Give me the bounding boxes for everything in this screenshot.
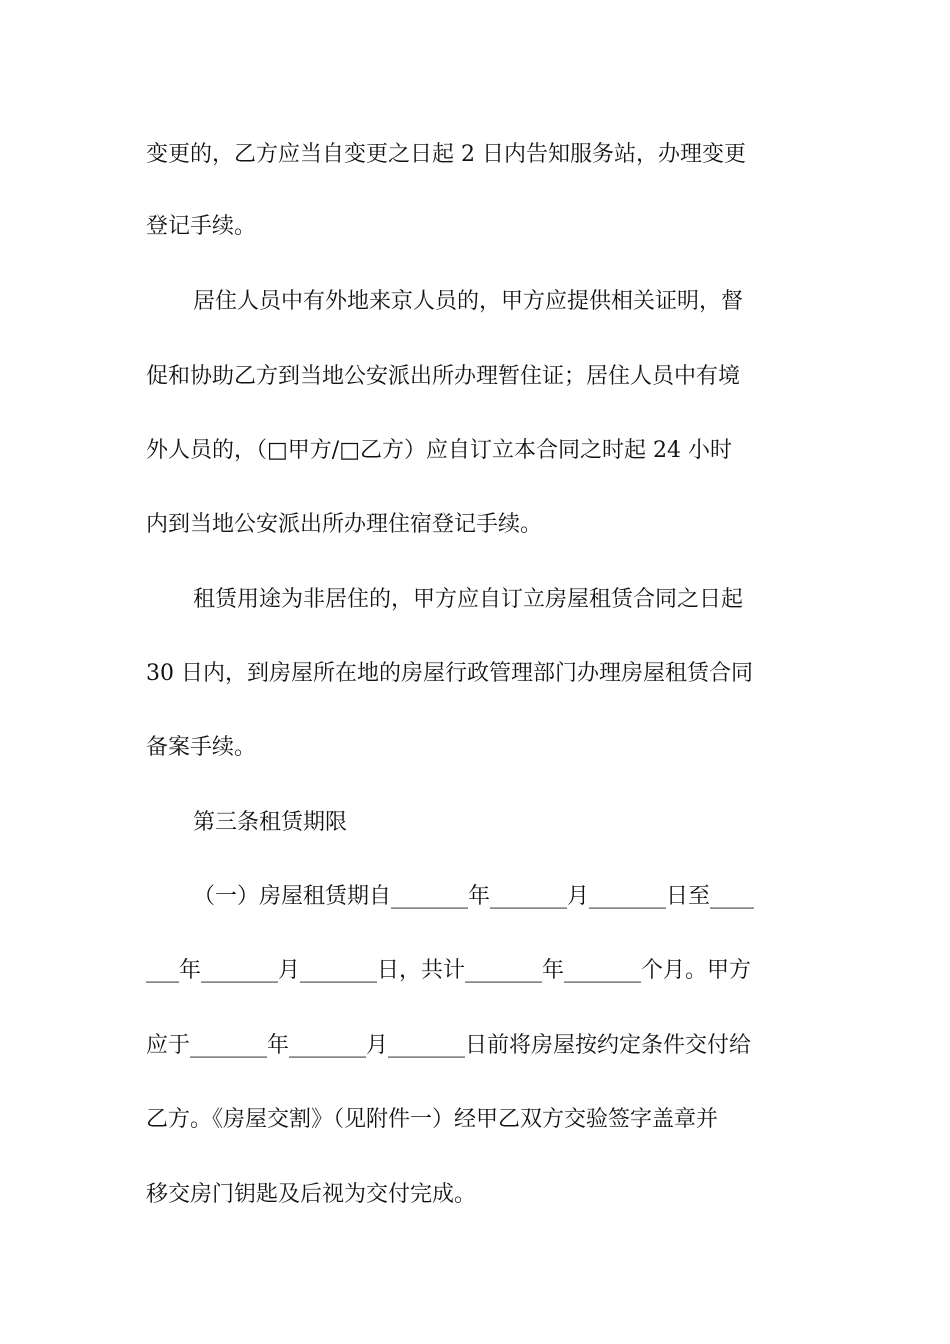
paragraph-line: 变更的，乙方应当自变更之日起 2 日内告知服务站，办理变更	[146, 142, 746, 167]
paragraph-line: 居住人员中有外地来京人员的，甲方应提供相关证明，督	[193, 289, 744, 314]
paragraph-line: 移交房门钥匙及后视为交付完成。	[146, 1182, 477, 1207]
paragraph-line: 登记手续。	[146, 214, 257, 239]
paragraph-line: ___年_______月_______日，共计_______年_______个月。甲方	[146, 958, 752, 983]
paragraph-line: 应于_______年_______月_______日前将房屋按约定条件交付给	[146, 1033, 752, 1058]
paragraph-line: 备案手续。	[146, 735, 257, 760]
paragraph-line: 促和协助乙方到当地公安派出所办理暂住证；居住人员中有境	[146, 364, 741, 389]
paragraph-line: 30 日内，到房屋所在地的房屋行政管理部门办理房屋租赁合同	[146, 661, 753, 686]
paragraph-line: 外人员的，（□甲方/□乙方）应自订立本合同之时起 24 小时	[146, 438, 732, 463]
paragraph-line: 租赁用途为非居住的，甲方应自订立房屋租赁合同之日起	[193, 587, 744, 612]
paragraph-line: （一）房屋租赁期自_______年_______月_______日至____	[193, 884, 755, 909]
paragraph-line: 内到当地公安派出所办理住宿登记手续。	[146, 512, 543, 537]
section-heading: 第三条租赁期限	[193, 810, 348, 835]
paragraph-line: 乙方。《房屋交割》（见附件一）经甲乙双方交验签字盖章并	[146, 1107, 719, 1132]
